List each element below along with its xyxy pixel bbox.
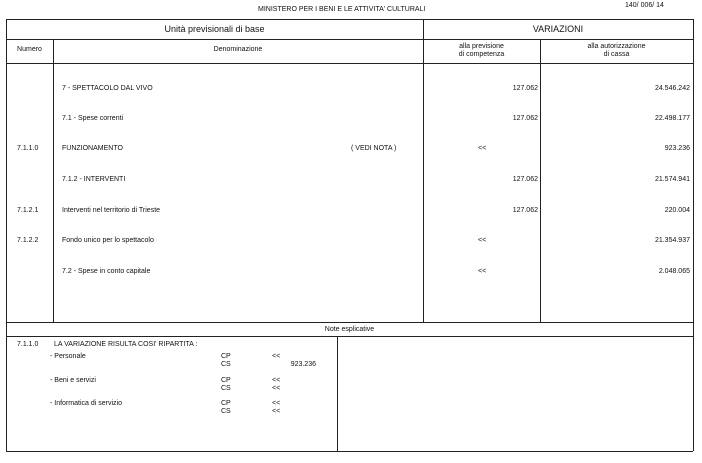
note-item-label: - Informatica di servizio [50, 400, 122, 407]
header-cassa [540, 43, 693, 59]
left-border [6, 19, 7, 451]
note-cs-value: 923.236 [290, 361, 316, 368]
page-bottom-border [6, 451, 693, 452]
row-denominazione: Fondo unico per lo spettacolo [62, 237, 154, 244]
row-numero: 7.1.2.1 [17, 207, 39, 214]
row-competenza: 127.062 [512, 176, 538, 183]
row-cassa: 21.574.941 [654, 176, 690, 183]
row-cassa: 220.004 [664, 207, 690, 214]
right-border [693, 19, 694, 451]
row-competenza: 127.062 [512, 85, 538, 92]
row-cassa: 2.048.065 [658, 268, 690, 275]
notes-heading: LA VARIAZIONE RISULTA COSI' RIPARTITA : [54, 341, 198, 348]
note-cs-label: CS [221, 408, 231, 415]
table-bottom-divider [6, 322, 693, 323]
note-item-label: - Beni e servizi [50, 377, 96, 384]
row-numero: 7.1.2.2 [17, 237, 39, 244]
note-cp-label: CP [221, 377, 231, 384]
header-numero: Numero [17, 46, 42, 53]
variazioni-divider [423, 19, 424, 322]
header-competenza [423, 43, 540, 59]
row-competenza: << [478, 145, 487, 152]
row-denominazione: 7.1.2 - INTERVENTI [62, 176, 126, 183]
note-cs-value: << [272, 408, 281, 415]
section-unita-previsionali: Unità previsionali di base [164, 24, 265, 34]
row-competenza: << [478, 268, 487, 275]
note-cp-label: CP [221, 400, 231, 407]
row-denominazione: FUNZIONAMENTO [62, 145, 123, 152]
header-cassa-line1: alla autorizzazione [587, 43, 646, 50]
notes-title-divider [6, 336, 693, 337]
row-cassa: 923.236 [664, 145, 690, 152]
row-denominazione: 7 - SPETTACOLO DAL VIVO [62, 85, 153, 92]
note-item-label: - Personale [50, 353, 86, 360]
note-cp-label: CP [221, 353, 231, 360]
row-cassa: 22.498.177 [654, 115, 690, 122]
row-competenza: 127.062 [512, 115, 538, 122]
note-cs-value: << [272, 385, 281, 392]
note-cp-value: << [272, 400, 281, 407]
row-cassa: 21.354.937 [654, 237, 690, 244]
page-reference: 140/ 006/ 14 [625, 2, 664, 9]
table-top-border [6, 19, 693, 20]
notes-numero: 7.1.1.0 [17, 341, 39, 348]
numero-column-divider [53, 39, 54, 322]
row-denominazione: Interventi nel territorio di Trieste [62, 207, 161, 214]
column-header-divider [6, 63, 693, 64]
ministry-title: MINISTERO PER I BENI E LE ATTIVITA' CULTURALI [258, 6, 426, 13]
section-header-divider [6, 39, 693, 40]
row-nota-ref: ( VEDI NOTA ) [351, 145, 397, 152]
note-cp-value: << [272, 353, 281, 360]
notes-title: Note esplicative [324, 326, 375, 333]
row-denominazione: 7.1 - Spese correnti [62, 115, 124, 122]
header-competenza-line2: di competenza [458, 51, 505, 58]
cassa-column-divider [540, 39, 541, 322]
header-denominazione: Denominazione [213, 46, 263, 53]
row-denominazione: 7.2 - Spese in conto capitale [62, 268, 151, 275]
note-cs-label: CS [221, 385, 231, 392]
row-cassa: 24.546.242 [654, 85, 690, 92]
section-variazioni: VARIAZIONI [532, 24, 584, 34]
row-competenza: 127.062 [512, 207, 538, 214]
header-cassa-line2: di cassa [603, 51, 630, 58]
notes-column-divider [337, 336, 338, 451]
row-competenza: << [478, 237, 487, 244]
row-numero: 7.1.1.0 [17, 145, 39, 152]
note-cs-label: CS [221, 361, 231, 368]
header-competenza-line1: alla previsione [459, 43, 504, 50]
note-cp-value: << [272, 377, 281, 384]
